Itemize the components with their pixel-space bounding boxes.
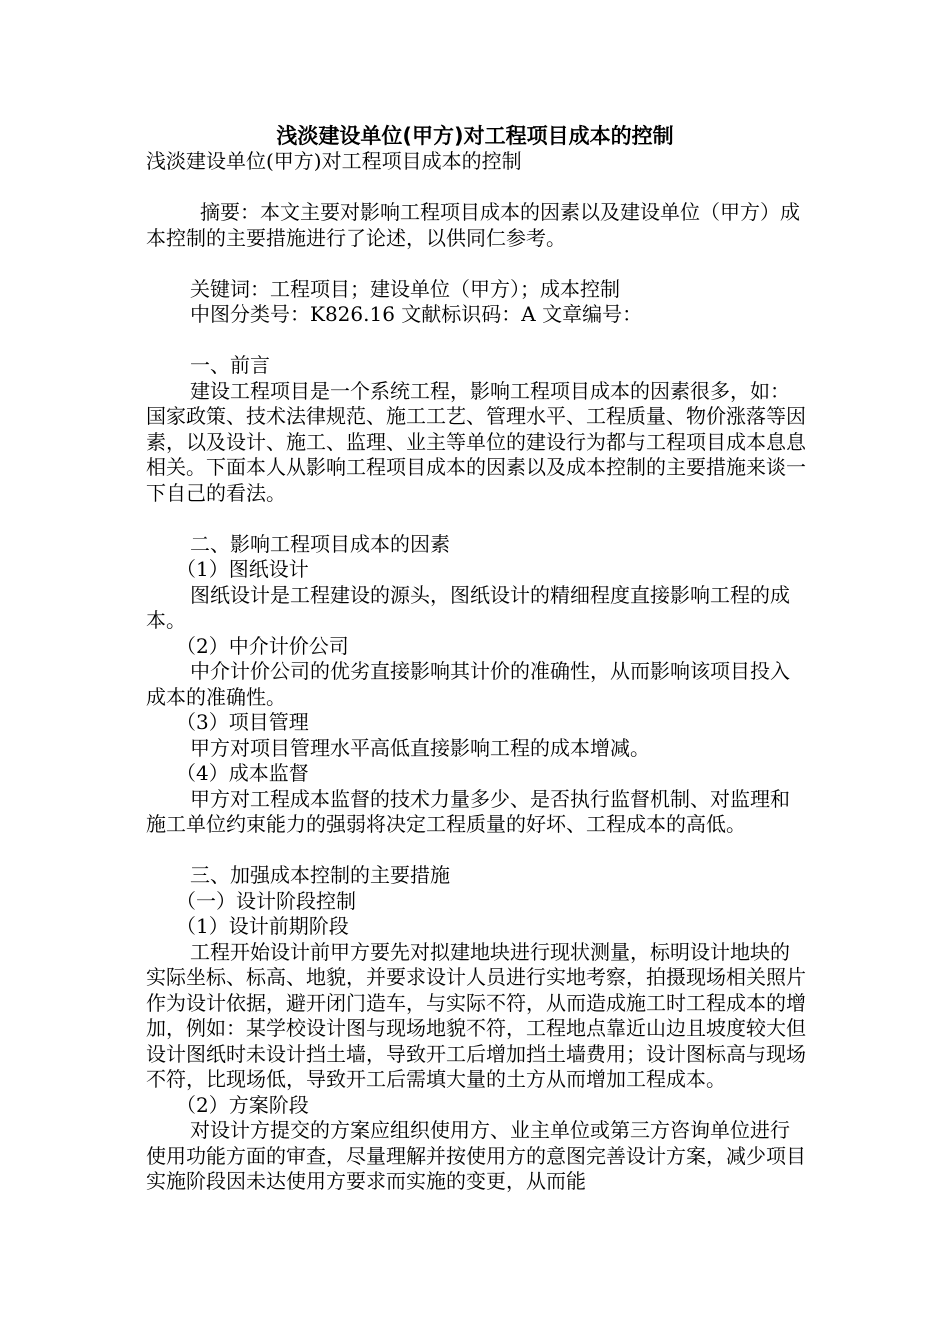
blank-line [146, 838, 806, 864]
item-heading: （2）方案阶段 [176, 1092, 309, 1117]
item-paragraph: 甲方对项目管理水平高低直接影响工程的成本增减。 [190, 735, 650, 760]
document-body [146, 149, 806, 1195]
section-heading: 三、加强成本控制的主要措施 [190, 863, 450, 887]
section-heading: 二、影响工程项目成本的因素 [190, 531, 450, 556]
item-heading: （4）成本监督 [176, 761, 309, 785]
subsection-heading: （一）设计阶段控制 [176, 888, 356, 913]
item-paragraph: 中介计价公司的优劣直接影响其计价的准确性，从而影响该项目投入成本的准确性。 [146, 659, 790, 709]
blank-line [146, 328, 806, 354]
abstract-paragraph: 摘要：本文主要对影响工程项目成本的因素以及建设单位（甲方）成本控制的主要措施进行了论述，以供同仁参考。 [146, 200, 800, 250]
item-paragraph: 对设计方提交的方案应组织使用方、业主单位或第三方咨询单位进行使用功能方面的审查，尽量理解并按使用方的意图完善设计方案，减少项目实施阶段因未达使用方要求而实施的变更，从而能 [146, 1118, 806, 1193]
item-paragraph: 图纸设计是工程建设的源头，图纸设计的精细程度直接影响工程的成本。 [146, 582, 790, 632]
item-heading: （1）图纸设计 [176, 557, 309, 581]
document-title: 浅淡建设单位(甲方)对工程项目成本的控制 [276, 124, 674, 148]
item-paragraph: 甲方对工程成本监督的技术力量多少、是否执行监督机制、对监理和施工单位约束能力的强弱将决定工程质量的好坏、工程成本的高低。 [146, 786, 790, 836]
section-paragraph: 建设工程项目是一个系统工程，影响工程项目成本的因素很多，如：国家政策、技术法律规范、施工工艺、管理水平、工程质量、物价涨落等因素，以及设计、施工、监理、业主等单位的建设行为都与工程项目成本息息相关。下面本人从影响工程项目成本的因素以及成本控制的主要措施来谈一下自己的看法。 [146, 378, 806, 505]
item-heading: （1）设计前期阶段 [176, 914, 349, 938]
classification-line: 中图分类号：K826.16 文献标识码：A 文章编号： [190, 302, 643, 326]
document-subtitle: 浅淡建设单位(甲方)对工程项目成本的控制 [146, 149, 522, 173]
blank-line [146, 506, 806, 532]
item-heading: （3）项目管理 [176, 710, 309, 734]
item-heading: （2）中介计价公司 [176, 633, 349, 658]
blank-line [146, 251, 806, 277]
blank-line [146, 175, 806, 201]
keywords-line: 关键词：工程项目；建设单位（甲方）；成本控制 [190, 276, 620, 301]
section-heading: 一、前言 [190, 353, 270, 377]
item-paragraph: 工程开始设计前甲方要先对拟建地块进行现状测量，标明设计地块的实际坐标、标高、地貌，并要求设计人员进行实地考察，拍摄现场相关照片作为设计依据，避开闭门造车，与实际不符，从而造成施工时工程成本的增加，例如：某学校设计图与现场地貌不符，工程地点靠近山边且坡度较大但设计图纸时未设计挡土墙，导致开工后增加挡土墙费用；设计图标高与现场不符，比现场低，导致开工后需填大量的土方从而增加工程成本。 [146, 939, 806, 1091]
